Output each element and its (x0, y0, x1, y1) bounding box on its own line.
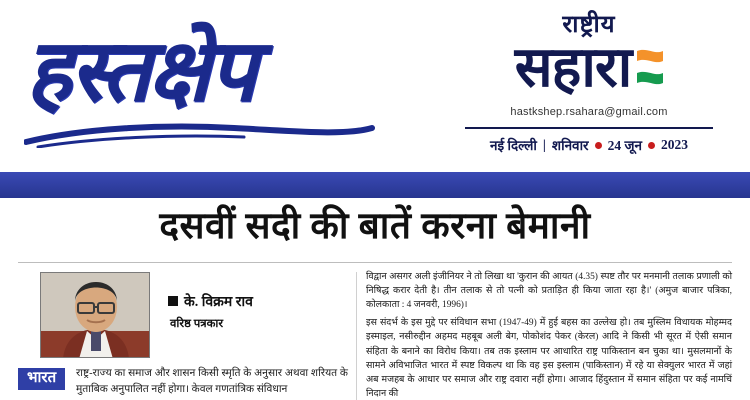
byline-name-row (168, 292, 338, 311)
logo-underline-swash (24, 122, 376, 148)
byline (168, 292, 338, 331)
author-name: के. विक्रम राव (184, 295, 253, 310)
nameplate-divider (465, 127, 713, 129)
headline-divider (18, 262, 732, 263)
author-photo (40, 272, 150, 358)
contact-email: hastkshep.rsahara@gmail.com (510, 106, 668, 119)
dateline-dot-right (648, 142, 655, 149)
dateline (444, 136, 734, 154)
dateline-date: 24 जून (607, 138, 642, 154)
nameplate-line1: राष्ट्रीय (562, 12, 616, 38)
logo-wordmark: हस्तक्षेप (26, 23, 255, 119)
author-role: वरिष्ठ पत्रकार (170, 318, 224, 330)
article-paragraph: विद्वान असगर अली इंजीनियर ने तो लिखा था 'कुरान की आयत (4.35) स्पष्ट तौर पर मनमानी तलाक प्रणाली को निषिद्ध करार देती है। तीन तलाक से तो पत्नी को प्रताड़ित ही किया जाता रहा है।' (अमुज बाजार पत्रिका, कोलकाता : 4 जनवरी, 1996)। (366, 272, 732, 311)
dateline-year: 2023 (660, 137, 688, 153)
article-left-text: राष्ट्र-राज्य का समाज और शासन किसी स्मृति के अनुसार अथवा शरियत के मुताबिक अनुपालित नहीं होगा। केवल गणतांत्रिक संविधान (76, 368, 348, 396)
dateline-separator: | (542, 137, 546, 153)
dateline-day: शनिवार (551, 138, 589, 154)
article-paragraph: इस संदर्भ के इस मुद्दे पर संविधान सभा (1947-49) में हुई बहस का उल्लेख हो। तब मुस्लिम विधायक मोहम्मद इस्माइल, नसीरुद्दीन अहमद महबूब अली बेग, पोकोशंद पेकर (केरल) आदि ने किसी भी सूरत में ऐसी समान संहिता के बनाने का विरोध किया। तब तक इस्लाम पर आधारित राष्ट्र पाकिस्तान बन चुका था। मुसलमानों के सामने अविभाजित भारत में स्पष्ट विकल्प था कि वह इस इस्लाम (पाकिस्तान) में रहे या सेक्युलर भारत में जहां अब मजहब के आधार पर समाज और राष्ट्र दवारा नहीं होगा। आजाद हिंदुस्तान में समान संहिता पर कई नामचिं निदान की (366, 318, 732, 399)
article-left-column (18, 272, 348, 400)
section-tag: भारत (18, 368, 65, 390)
masthead (0, 0, 750, 190)
bullet-square-icon (168, 296, 178, 306)
nameplate-line2: सहारा (514, 37, 632, 100)
column-divider (356, 272, 357, 400)
article-right-column (366, 270, 732, 400)
dateline-place: नई दिल्ली (490, 138, 537, 154)
nameplate-main-row (444, 37, 734, 100)
nameplate (444, 8, 734, 178)
masthead-color-band (0, 172, 750, 198)
page-title: दसवीं सदी की बातें करना बेमानी (159, 206, 591, 247)
masthead-color-band-gradient (0, 172, 750, 198)
dateline-dot-left (595, 142, 602, 149)
indian-flag-icon (637, 47, 663, 93)
publication-logo (20, 10, 420, 175)
